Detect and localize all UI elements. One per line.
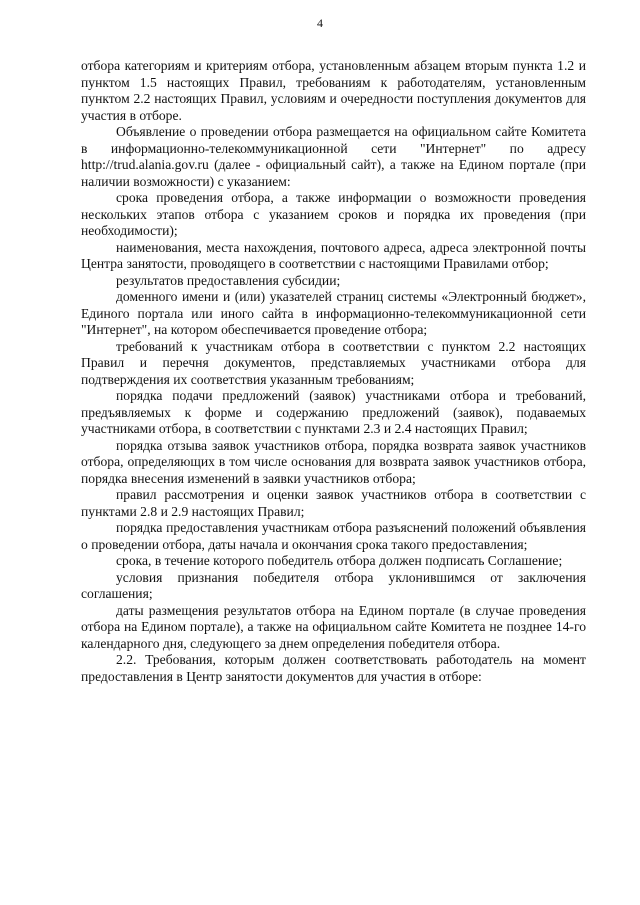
document-body: [81, 58, 586, 685]
paragraph-continuation: отбора категориям и критериям отбора, установленным абзацем вторым пункта 1.2 и пунктом 1.5 настоящих Правил, требованиям к работодателям, установленным пунктом 2.2 настоящих Правил, условиям и очередности поступления документов для участия в отборе.: [81, 58, 586, 123]
paragraph-item-evaluation: правил рассмотрения и оценки заявок участников отбора в соответствии с пунктами 2.8 и 2.9 настоящих Правил;: [81, 487, 586, 519]
paragraph-item-employment-center: наименования, места нахождения, почтового адреса, адреса электронной почты Центра занятости, проводящего в соответствии с настоящими Правилами отбор;: [81, 239, 586, 271]
page-number: 4: [317, 16, 323, 30]
paragraph-item-publication-dates: даты размещения результатов отбора на Едином портале (в случае проведения отбора на Едином портале), а также на официальном сайте Комитета не позднее 14-го календарного дня, следующего за днем определения победителя отбора.: [81, 602, 586, 651]
paragraph-item-withdrawal: порядка отзыва заявок участников отбора, порядка возврата заявок участников отбора, определяющих в том числе основания для возврата заявок участников отбора, порядка внесения изменений в заявки участников отбора;: [81, 437, 586, 486]
paragraph-section-2-2: 2.2. Требования, которым должен соответствовать работодатель на момент предоставления в Центр занятости документов для участия в отборе:: [81, 652, 586, 684]
paragraph-item-clarifications: порядка предоставления участникам отбора разъяснений положений объявления о проведении отбора, даты начала и окончания срока такого предоставления;: [81, 520, 586, 552]
paragraph-item-domain: доменного имени и (или) указателей страниц системы «Электронный бюджет», Единого портала или иного сайта в информационно-телекоммуникационной сети "Интернет", на котором обеспечивается проведение отбора;: [81, 289, 586, 337]
paragraph-item-results: результатов предоставления субсидии;: [116, 272, 341, 288]
paragraph-item-evasion: условия признания победителя отбора уклонившимся от заключения соглашения;: [81, 569, 586, 601]
paragraph-item-requirements: требований к участникам отбора в соответствии с пунктом 2.2 настоящих Правил и перечня документов, представляемых участниками отбора для подтверждения их соответствия указанным требованиям;: [81, 338, 586, 387]
paragraph-item-submission: порядка подачи предложений (заявок) участниками отбора и требований, предъявляемых к форме и содержанию предложений (заявок), подаваемых участниками отбора, в соответствии с пунктами 2.3 и 2.4 настоящих Правил;: [81, 388, 586, 436]
paragraph-announcement: Объявление о проведении отбора размещается на официальном сайте Комитета в информационно-телекоммуникационной сети "Интернет" по адресу http://trud.alania.gov.ru (далее - официальный сайт), а также на Едином портале (при наличии возможности) с указанием:: [81, 124, 586, 189]
paragraph-item-deadline: срока проведения отбора, а также информации о возможности проведения нескольких этапов отбора с указанием сроков и порядка их проведения (при необходимости);: [81, 190, 586, 238]
paragraph-item-signing-term: срока, в течение которого победитель отбора должен подписать Соглашение;: [116, 553, 563, 568]
